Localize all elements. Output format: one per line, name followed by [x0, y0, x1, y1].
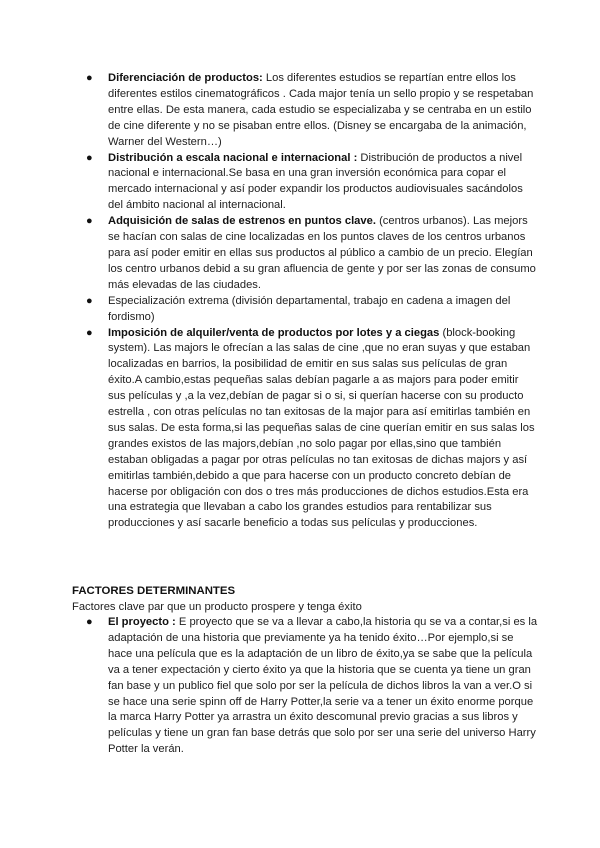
item-heading: Imposición de alquiler/venta de productos por lotes y a ciegas — [108, 326, 440, 339]
bullet-icon: ● — [86, 151, 93, 164]
item-heading: Diferenciación de productos: — [108, 72, 263, 84]
bullet-icon: ● — [86, 72, 93, 84]
bullet-list-factors — [86, 615, 538, 758]
item-text: E proyecto que se va a llevar a cabo,la historia qu se va a contar,si es la adaptación de una historia que previamente ya ha tenido éxito…Por ejemplo,si se hace una película que es la adaptación de un libro de éxito,ya se sabe que la película va a tener expectación y cierto éxito ya que la historia que se cuenta ya tiene un gran fan base y un publico fiel que solo por ser la película de dichos libros la van a ver.O si se hace una serie spinn off de Harry Potter,la serie va a tener un éxito enorme porque la marca Harry Potter ya arrastra un éxito descomunal previo gracias a sus libros y películas y tiene un gran fan base detrás que solo por ser una serie del universo Harry Potter la verán. — [108, 616, 538, 756]
section-subtitle: Factores clave par que un producto prospere y tenga éxito — [72, 601, 362, 613]
item-text: Los diferentes estudios se repartían entre ellos los diferentes estilos cinematográficos . Cada major tenía un sello propio y se respetaban entre ellas. De esta manera, cada estudio se especializaba y se centraba en un estilo de cine diferente y no se pisaban entre ellos. (Disney se encargaba de la animación, Warner del Western…) — [108, 72, 534, 148]
section-title: FACTORES DETERMINANTES — [72, 585, 236, 597]
item-heading: Adquisición de salas de estrenos en puntos clave. — [108, 215, 376, 228]
bullet-icon: ● — [86, 215, 93, 228]
item-text: (block-booking system). Las majors le ofrecían a las salas de cine ,que no eran suyas y que estaban localizadas en barrios, la posibilidad de emitir en sus salas sus películas de gran éxito.A cambio,estas pequeñas salas debían pagarle a as majors para poder emitir sus películas y ,a la vez,debían de pagar si o si, si querían hacerse con su producto estrella , con otras películas no tan exitosas de la major para así emitirlas también en sus salas. De esta forma,si las pequeñas salas de cine querían emitir en sus salas los grandes existos de las majors,debían ,no solo pagar por ellas,sino que también estaban obligadas a pagar por otras películas no tan exitosas de dichas majors y así emitirlas también,debido a que para hacerse con un producto concreto debían de hacerse por obligación con dos o tres más producciones de dichos estudios.Esta era una estrategia que llevaban a cabo los grandes estudios para rentabilizar sus producciones y así sacarle beneficio a todas sus películas y producciones. — [108, 326, 535, 530]
item-heading: El proyecto : — [108, 616, 176, 628]
bullet-icon: ● — [86, 616, 93, 628]
list-item — [86, 326, 538, 533]
item-text: Distribución de productos a nivel nacional e internacional.Se basa en una gran inversión económica para copar el mercado internacional y así poder expandir los productos audiovisuales sacándolos del ámbito nacional al internacional. — [108, 151, 523, 212]
item-text: (centros urbanos). Las mejors se hacían con salas de cine localizadas en los puntos claves de los centros urbanos para así poder emitir en ellas sus productos al público a cambio de un precio. Elegían los centro urbanos debid a su gran afluencia de gente y por ser las zonas de consumo más elevadas de las ciudades. — [108, 215, 536, 291]
item-heading: Distribución a escala nacional e internacional : — [108, 151, 358, 164]
item-text: Especialización extrema (división departamental, trabajo en cadena a imagen del fordismo) — [108, 294, 511, 323]
list-item — [86, 615, 538, 758]
bullet-icon: ● — [86, 326, 93, 339]
list-item — [86, 151, 538, 215]
list-item — [86, 71, 538, 151]
bullet-icon: ● — [86, 294, 93, 307]
bullet-list-organization — [86, 71, 538, 532]
list-item — [86, 294, 538, 326]
list-item — [86, 214, 538, 294]
